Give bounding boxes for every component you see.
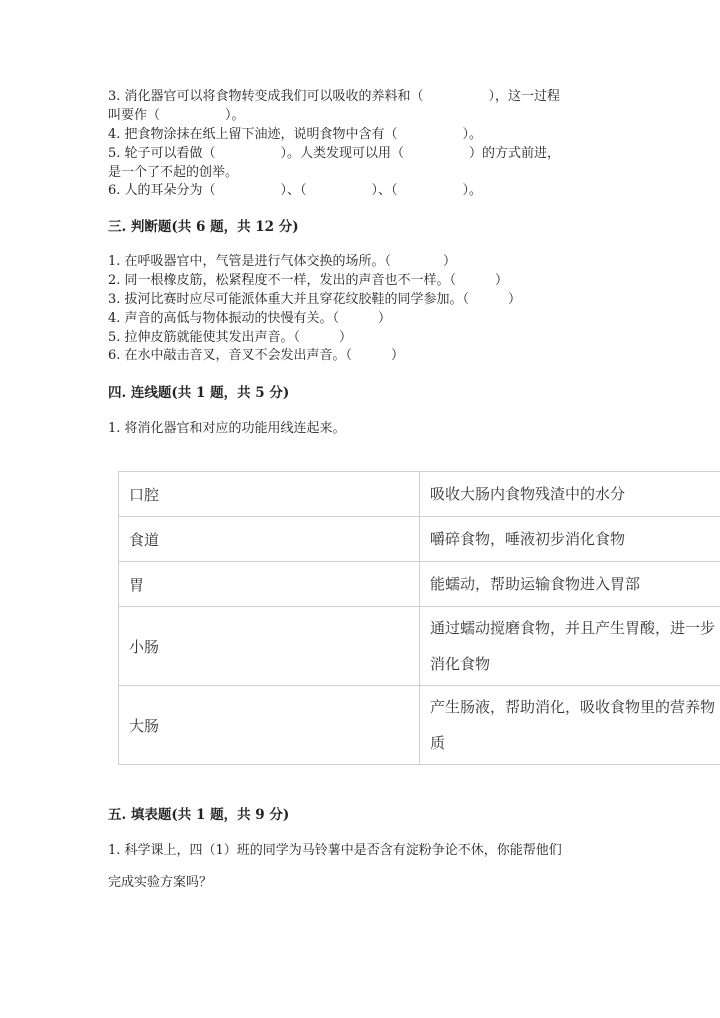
table-row	[119, 562, 720, 607]
table-row	[119, 686, 720, 765]
section-3-title: 三. 判断题(共 6 题，共 12 分)	[108, 219, 299, 235]
function-cell: 产生肠液，帮助消化，吸收食物里的营养物质	[420, 686, 720, 765]
judge-item-2: 2. 同一根橡皮筋，松紧程度不一样，发出的声音也不一样。（ ）	[108, 273, 509, 288]
matching-question: 1. 将消化器官和对应的功能用线连起来。	[108, 421, 346, 436]
table-row	[119, 607, 720, 686]
matching-table	[118, 471, 720, 765]
function-cell: 通过蠕动搅磨食物，并且产生胃酸，进一步消化食物	[420, 607, 720, 686]
organ-cell: 大肠	[119, 686, 420, 765]
section-4-title: 四. 连线题(共 1 题，共 5 分)	[108, 385, 290, 401]
table-question-line1: 1. 科学课上，四（1）班的同学为马铃薯中是否含有淀粉争论不休，你能帮他们	[108, 843, 562, 858]
section-5-title: 五. 填表题(共 1 题，共 9 分)	[108, 807, 290, 823]
organ-cell: 食道	[119, 517, 420, 562]
fill-item-4: 4. 把食物涂抹在纸上留下油迹，说明食物中含有（ ）。	[108, 127, 483, 142]
table-question-line2: 完成实验方案吗？	[108, 875, 213, 890]
function-cell: 能蠕动，帮助运输食物进入胃部	[420, 562, 720, 607]
table-row	[119, 517, 720, 562]
fill-item-3-line1: 3. 消化器官可以将食物转变成我们可以吸收的养料和（ ），这一过程	[108, 89, 561, 104]
judge-item-1: 1. 在呼吸器官中，气管是进行气体交换的场所。（ ）	[108, 254, 457, 269]
function-cell: 嚼碎食物，唾液初步消化食物	[420, 517, 720, 562]
fill-item-3-line2: 叫要作（ ）。	[108, 108, 245, 123]
organ-cell: 口腔	[119, 472, 420, 517]
organ-cell: 小肠	[119, 607, 420, 686]
judge-item-4: 4. 声音的高低与物体振动的快慢有关。（ ）	[108, 311, 392, 326]
judge-item-6: 6. 在水中敲击音叉，音叉不会发出声音。（ ）	[108, 348, 405, 363]
table-row	[119, 472, 720, 517]
fill-item-6: 6. 人的耳朵分为（ ）、（ ）、（ ）。	[108, 183, 483, 198]
fill-item-5-line2: 是一个了不起的创举。	[108, 165, 239, 180]
organ-cell: 胃	[119, 562, 420, 607]
fill-item-5-line1: 5. 轮子可以看做（ ）。人类发现可以用（ ）的方式前进，	[108, 146, 561, 161]
judge-item-5: 5. 拉伸皮筋就能使其发出声音。（ ）	[108, 330, 353, 345]
function-cell: 吸收大肠内食物残渣中的水分	[420, 472, 720, 517]
judge-item-3: 3. 拔河比赛时应尽可能派体重大并且穿花纹胶鞋的同学参加。（ ）	[108, 292, 522, 307]
